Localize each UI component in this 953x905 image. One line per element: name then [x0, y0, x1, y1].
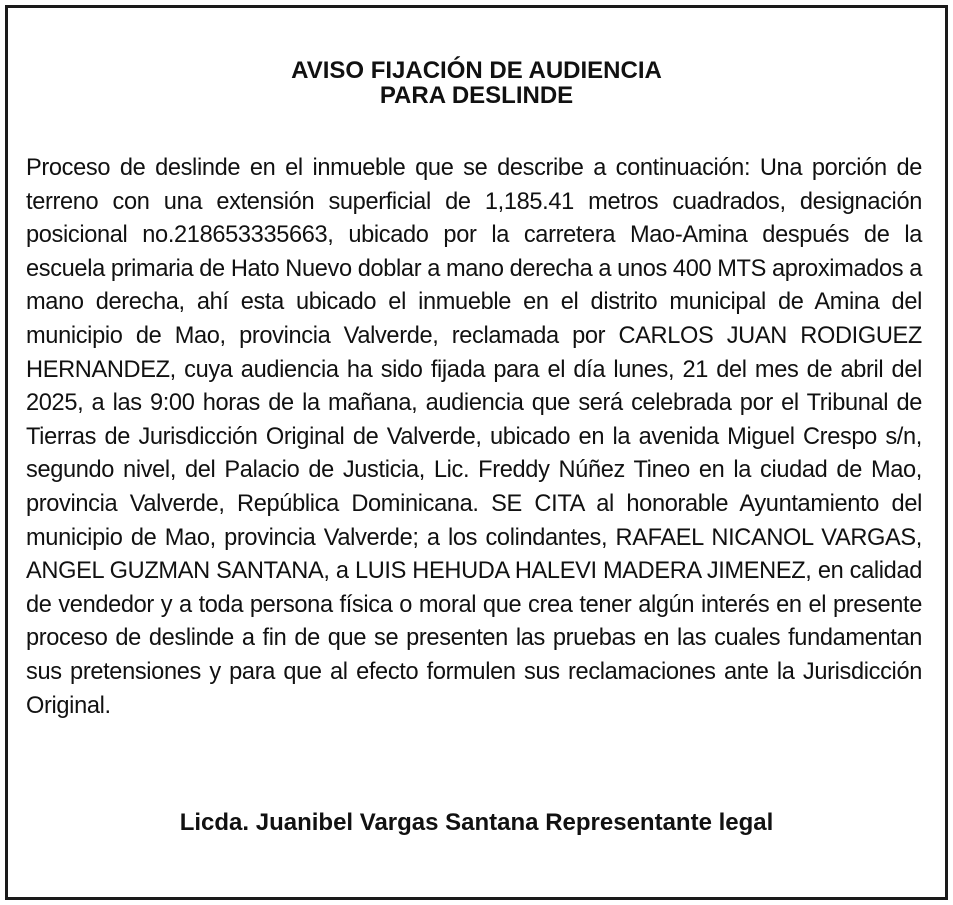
notice-title-line-2: PARA DESLINDE	[379, 82, 574, 109]
notice-signature: Licda. Juanibel Vargas Santana Representante legal	[179, 809, 774, 836]
notice-body: Proceso de deslinde en el inmueble que se describe a continuación: Una porción de terreno con una extensión superficial de 1,185.41 metros cuadrados, designación posicional no.218653335663, ubicado por la carretera Mao-Amina después de la escuela primaria de Hato Nuevo doblar a mano derecha a unos 400 MTS aproximados a mano derecha, ahí esta ubicado el inmueble en el distrito municipal de Amina del municipio de Mao, provincia Valverde, reclamada por CARLOS JUAN RODIGUEZ HERNANDEZ, cuya audiencia ha sido fijada para el día lunes, 21 del mes de abril del 2025, a las 9:00 horas de la mañana, audiencia que será celebrada por el Tribunal de Tierras de Jurisdicción Original de Valverde, ubicado en la avenida Miguel Crespo s/n, segundo nivel, del Palacio de Justicia, Lic. Freddy Núñez Tineo en la ciudad de Mao, provincia Valverde, República Dominicana. SE CITA al honorable Ayuntamiento del municipio de Mao, provincia Valverde; a los colindantes, RAFAEL NICANOL VARGAS, ANGEL GUZMAN SANTANA, a LUIS HEHUDA HALEVI MADERA JIMENEZ, en calidad de vendedor y a toda persona física o moral que crea tener algún interés en el presente proceso de deslinde a fin de que se presenten las pruebas en las cuales fundamentan sus pretensiones y para que al efecto formulen sus reclamaciones ante la Jurisdicción Original.	[26, 155, 922, 719]
notice-frame	[5, 5, 948, 900]
notice-title-line-1: AVISO FIJACIÓN DE AUDIENCIA	[291, 57, 662, 84]
notice-title	[8, 58, 945, 108]
